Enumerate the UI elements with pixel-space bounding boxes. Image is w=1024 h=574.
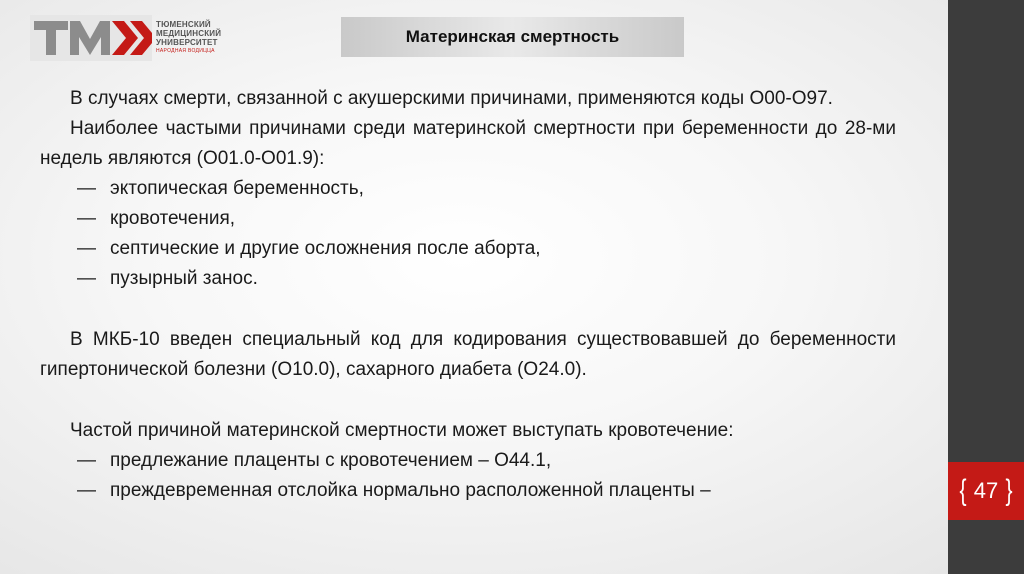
dash-icon: —	[77, 178, 96, 199]
list-item	[40, 234, 896, 264]
slide-content	[40, 84, 896, 506]
list-item	[40, 204, 896, 234]
slide-title: Материнская смертность	[341, 17, 684, 57]
logo-line-2: МЕДИЦИНСКИЙ	[156, 29, 222, 38]
paragraph-icd-codes: В случаях смерти, связанной с акушерскими причинами, применяются коды О00-О97.	[70, 88, 833, 109]
dash-icon: —	[77, 450, 96, 471]
list-item	[40, 174, 896, 204]
list-item-text: кровотечения,	[110, 208, 236, 229]
list-item	[40, 446, 896, 476]
list-item-text: эктопическая беременность,	[110, 178, 364, 199]
list-item-text: предлежание плаценты с кровотечением – О44.1,	[110, 450, 552, 471]
university-logo	[30, 12, 225, 64]
logo-line-3: УНИВЕРСИТЕТ	[156, 38, 218, 47]
page-number-badge	[948, 462, 1024, 520]
dash-icon: —	[77, 238, 96, 259]
right-bracket-icon: }	[1005, 474, 1013, 507]
list-item-text: пузырный занос.	[110, 268, 258, 289]
list-item	[40, 264, 896, 294]
dash-icon: —	[77, 480, 96, 501]
list-item	[40, 476, 896, 506]
logo-text	[156, 20, 221, 56]
left-bracket-icon: {	[959, 474, 967, 507]
page-number: 47	[973, 478, 999, 503]
dash-icon: —	[77, 268, 96, 289]
paragraph-common-causes: Наиболее частыми причинами среди материнской смертности при беременности до 28-ми недель являются (О01.0-О01.9):	[40, 118, 896, 169]
paragraph-icd10-codes: В МКБ-10 введен специальный код для кодирования существовавшей до беременности гипертонической болезни (О10.0), сахарного диабета (О24.0).	[40, 329, 896, 380]
list-item-text: септические и другие осложнения после аборта,	[110, 238, 541, 259]
dash-icon: —	[77, 208, 96, 229]
paragraph-bleeding: Частой причиной материнской смертности может выступать кровотечение:	[70, 420, 734, 441]
logo-line-1: ТЮМЕНСКИЙ	[156, 20, 211, 29]
list-item-text: преждевременная отслойка нормально расположенной плаценты –	[110, 480, 711, 501]
logo-tagline: НАРОДНАЯ ВОДИЦЦА	[156, 48, 215, 54]
tmu-logo-mark	[30, 15, 152, 61]
